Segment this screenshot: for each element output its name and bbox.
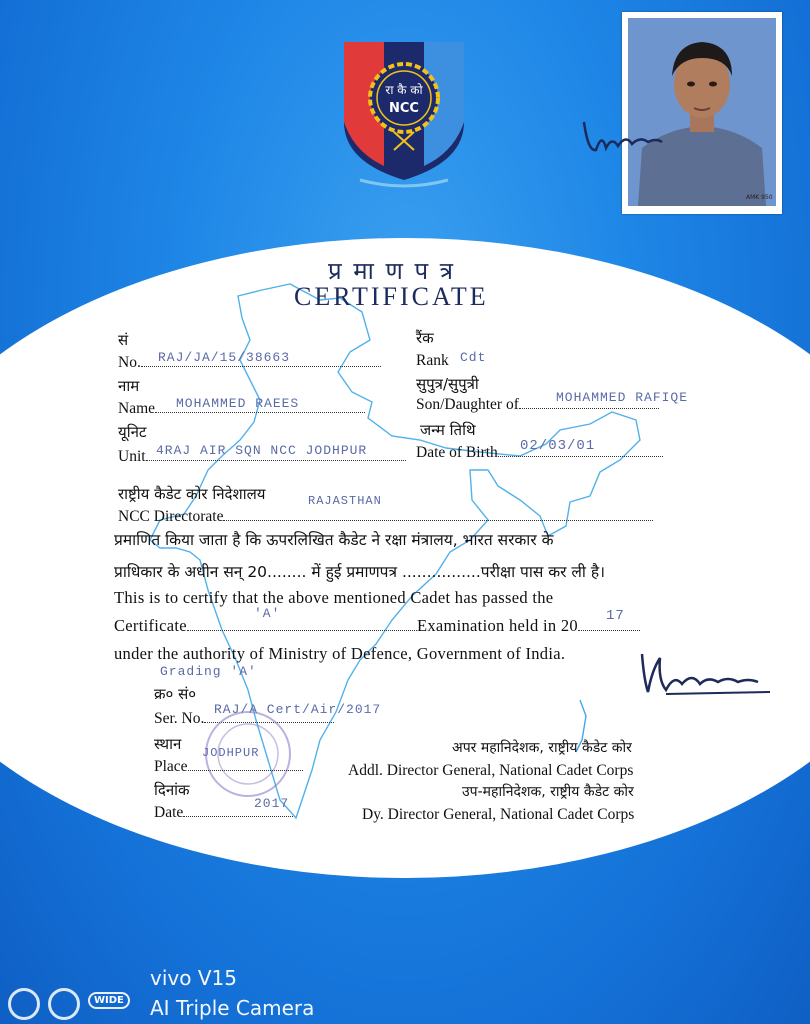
ser-label: Ser. No.	[154, 710, 334, 728]
camera-mode: AI Triple Camera	[150, 996, 315, 1020]
dob-label: Date of Birth	[416, 444, 663, 462]
emblem-ncc-text: NCC	[389, 101, 419, 116]
unit-value: 4RAJ AIR SQN NCC JODHPUR	[156, 443, 368, 458]
camera-watermark	[0, 954, 810, 1024]
addl-dg-english: Addl. Director General, National Cadet Corps	[348, 762, 634, 779]
ser-value: RAJ/A Cert/Air/2017	[214, 702, 382, 717]
dy-dg-english: Dy. Director General, National Cadet Corps	[362, 806, 635, 823]
dob-value: 02/03/01	[520, 438, 596, 454]
exam-year-value: 17	[606, 608, 625, 624]
place-label: Place	[154, 758, 303, 776]
son-value: MOHAMMED RAFIQE	[556, 390, 689, 405]
unit-label-hindi: यूनिट	[118, 423, 147, 441]
name-value: MOHAMMED RAEES	[176, 396, 300, 411]
place-label-hindi: स्थान	[154, 735, 182, 753]
title-english: CERTIFICATE	[294, 282, 489, 311]
wide-badge: WIDE	[88, 992, 130, 1009]
dy-dg-hindi: उप-महानिदेशक, राष्ट्रीय कैडेट कोर	[462, 784, 634, 800]
son-label: Son/Daughter of	[416, 396, 659, 414]
name-label: Name	[118, 400, 365, 418]
directorate-label: NCC Directorate	[118, 508, 653, 526]
place-value: JODHPUR	[202, 746, 260, 760]
body-english-line3: under the authority of Ministry of Defence, Government of India.	[114, 644, 566, 663]
body-english-line2: Certificate Examination held in 20	[114, 616, 640, 636]
ser-label-hindi: क्र० सं०	[154, 685, 197, 703]
dob-label-hindi: जन्म तिथि	[420, 421, 476, 439]
directorate-label-hindi: राष्ट्रीय कैडेट कोर निदेशालय	[118, 485, 266, 503]
title-hindi: प्र मा ण प त्र	[328, 257, 455, 285]
directorate-value: RAJASTHAN	[308, 494, 382, 508]
date-label: Date	[154, 804, 293, 822]
addl-dg-hindi: अपर महानिदेशक, राष्ट्रीय कैडेट कोर	[452, 740, 632, 756]
ncc-emblem	[340, 42, 468, 192]
name-label-hindi: नाम	[118, 377, 140, 395]
no-value: RAJ/JA/15/38663	[158, 350, 291, 365]
camera-ring-icon	[8, 988, 40, 1020]
no-label: No.	[118, 354, 381, 372]
unit-label: Unit	[118, 448, 406, 466]
date-label-hindi: दिनांक	[154, 781, 190, 799]
photo-signature	[578, 112, 668, 162]
photo-stamp-code: AMK 950	[746, 194, 773, 201]
rank-label-hindi: रैंक	[416, 329, 434, 347]
no-label-hindi: सं	[118, 331, 129, 349]
camera-ring-icon	[48, 988, 80, 1020]
emblem-hindi-text: रा कै को	[385, 83, 423, 97]
camera-brand: vivo V15	[150, 966, 237, 990]
authority-signature	[636, 650, 776, 700]
body-hindi-line2: प्राधिकार के अधीन सन् 20........ में हुई प्रमाणपत्र ................परीक्षा पास कर ली है।	[114, 563, 605, 581]
son-label-hindi: सुपुत्र/सुपुत्री	[416, 375, 479, 393]
rank-label: Rank	[416, 352, 449, 369]
rank-value: Cdt	[460, 350, 487, 365]
body-hindi-line1: प्रमाणित किया जाता है कि ऊपरलिखित कैडेट ने रक्षा मंत्रालय, भारत सरकार के	[114, 531, 554, 549]
body-english-line1: This is to certify that the above mentioned Cadet has passed the	[114, 588, 554, 607]
certificate-grade-value: 'A'	[254, 606, 281, 621]
date-value: 2017	[254, 796, 290, 811]
grading-value: Grading 'A'	[160, 664, 257, 679]
